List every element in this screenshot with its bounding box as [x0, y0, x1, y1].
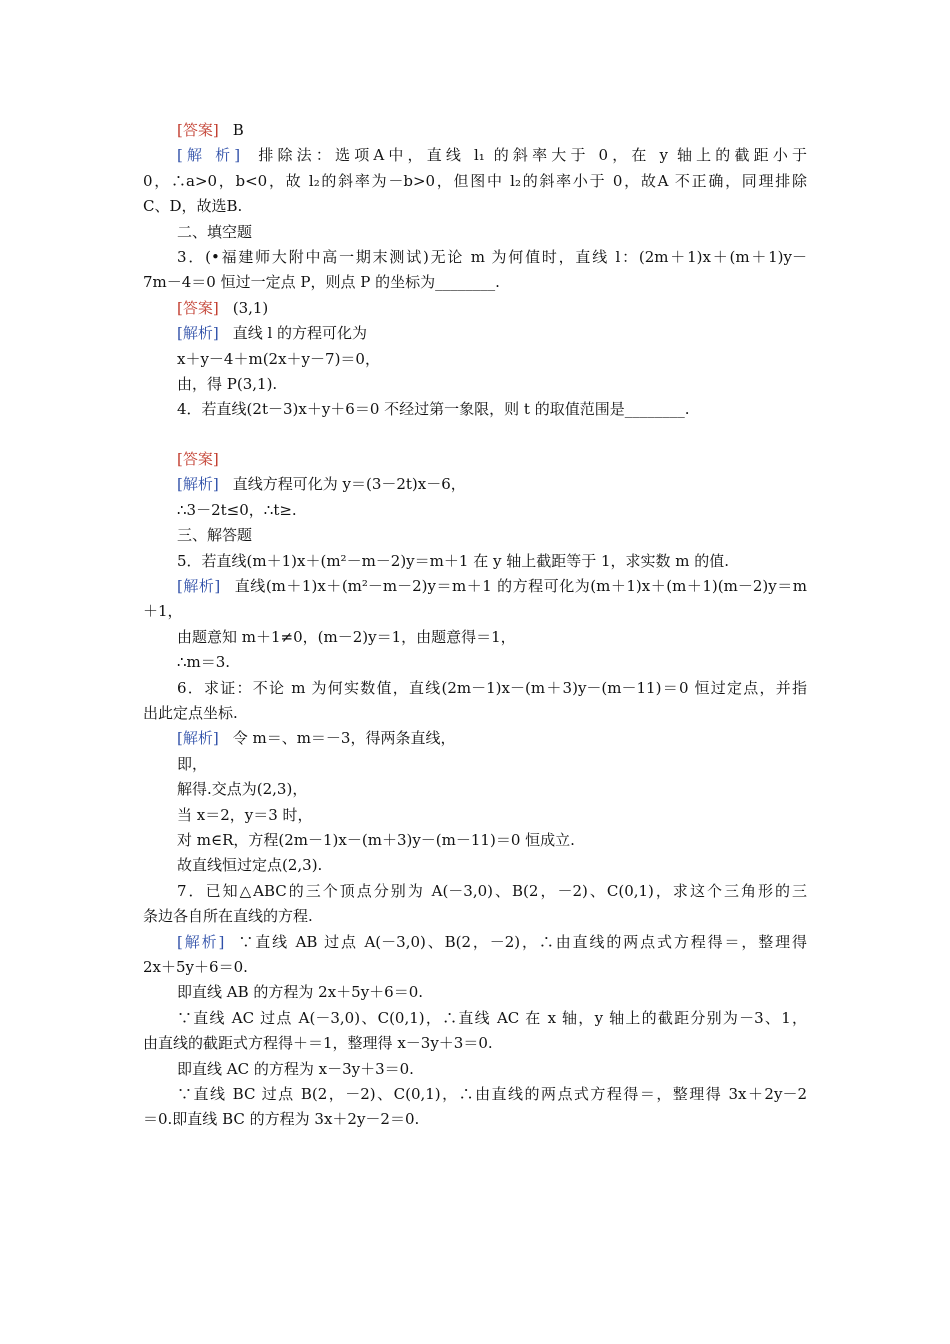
text-line — [143, 650, 807, 675]
text-line — [143, 726, 807, 751]
text-line — [143, 828, 807, 853]
analysis-tag: [解析] — [177, 324, 219, 343]
line-text: 排除法：选项A中，直线 l₁ 的斜率大于 0，在 y 轴上的截距小于 — [254, 146, 807, 165]
text-line — [143, 169, 807, 194]
line-text: B — [232, 121, 244, 139]
text-line — [143, 523, 807, 548]
line-text: 4．若直线(2t－3)x＋y＋6＝0 不经过第一象限，则 t 的取值范围是________. — [177, 400, 690, 419]
line-text: ＝0.即直线 BC 的方程为 3x＋2y－2＝0. — [143, 1110, 420, 1129]
text-line — [143, 498, 807, 523]
line-text: 5．若直线(m＋1)x＋(m²－m－2)y＝m＋1 在 y 轴上截距等于 1，求实数 m 的值. — [177, 551, 730, 570]
text-line — [143, 143, 807, 168]
line-text: 由题意知 m＋1≠0，(m－2)y＝1，由题意得＝1， — [177, 627, 516, 646]
line-text: ∴3－2t≤0，∴t≥. — [177, 500, 297, 519]
text-line — [143, 397, 807, 422]
line-text: 三、解答题 — [177, 526, 253, 545]
text-line — [143, 447, 807, 472]
text-line — [143, 777, 807, 802]
analysis-tag: [解析] — [177, 729, 219, 748]
line-text: 直线 l 的方程可化为 — [232, 324, 368, 343]
text-line — [143, 625, 807, 650]
line-text: 6．求证：不论 m 为何实数值，直线(2m－1)x－(m＋3)y－(m－11)＝0 恒过定点，并指 — [177, 678, 807, 697]
line-text: x＋y－4＋m(2x＋y－7)＝0， — [177, 349, 380, 368]
text-line — [143, 372, 807, 397]
line-text: 条边各自所在直线的方程. — [143, 907, 313, 926]
line-text: C、D，故选B. — [143, 197, 243, 216]
line-text: 7．已知△ABC的三个顶点分别为 A(－3,0)、B(2，－2)、C(0,1)，求这个三角形的三 — [177, 881, 807, 900]
text-line — [143, 1107, 807, 1132]
line-text: 由直线的截距式方程得＋＝1，整理得 x－3y＋3＝0. — [143, 1034, 493, 1053]
text-line — [143, 879, 807, 904]
text-line — [143, 1082, 807, 1107]
line-text: 对 m∈R，方程(2m－1)x－(m＋3)y－(m－11)＝0 恒成立. — [177, 830, 575, 849]
text-line — [143, 1031, 807, 1056]
line-text: 即直线 AC 的方程为 x－3y＋3＝0. — [177, 1059, 414, 1078]
text-line — [143, 904, 807, 929]
answer-tag: [答案] — [177, 121, 219, 139]
line-text: 故直线恒过定点(2,3). — [177, 856, 323, 875]
text-line — [143, 599, 807, 624]
text-line — [143, 118, 807, 143]
line-text: ∴m＝3. — [177, 653, 231, 672]
line-text: 由，得 P(3,1). — [177, 375, 278, 394]
line-text: 解得.交点为(2,3)， — [177, 780, 308, 799]
text-line — [143, 245, 807, 270]
analysis-tag: [解 析] — [177, 146, 241, 165]
line-text: 当 x＝2，y＝3 时， — [177, 805, 313, 824]
line-text: 出此定点坐标. — [143, 703, 238, 722]
text-line — [143, 472, 807, 497]
line-text: 即直线 AB 的方程为 2x＋5y＋6＝0. — [177, 983, 424, 1002]
analysis-tag: [解析] — [177, 475, 219, 494]
line-text: 2x＋5y＋6＝0. — [143, 958, 248, 976]
blank-line — [143, 423, 807, 447]
text-line — [143, 347, 807, 372]
text-line — [143, 980, 807, 1005]
text-line — [143, 296, 807, 321]
text-line — [143, 752, 807, 777]
text-line — [143, 220, 807, 245]
analysis-tag: [解析] — [177, 576, 221, 595]
text-line — [143, 1057, 807, 1082]
text-line — [143, 194, 807, 219]
answer-tag: [答案] — [177, 298, 219, 317]
analysis-tag: [解析] — [177, 932, 225, 951]
line-text: 二、填空题 — [177, 222, 253, 241]
text-line — [143, 676, 807, 701]
answer-tag: [答案] — [177, 449, 219, 468]
line-text: ∵直线 BC 过点 B(2，－2)、C(0,1)，∴由直线的两点式方程得＝，整理得 3x＋2y－2 — [177, 1085, 807, 1104]
text-line — [143, 701, 807, 726]
text-line — [143, 270, 807, 295]
text-line — [143, 321, 807, 346]
line-text: 直线方程可化为 y＝(3－2t)x－6， — [232, 475, 466, 494]
text-line — [143, 930, 807, 955]
line-text: ∵直线 AB 过点 A(－3,0)、B(2，－2)，∴由直线的两点式方程得＝，整理得 — [238, 932, 807, 951]
line-text: 直线(m＋1)x＋(m²－m－2)y＝m＋1 的方程可化为(m＋1)x＋(m＋1)(m－2)y＝m — [234, 576, 807, 595]
line-text: 0，∴a>0，b<0，故 l₂的斜率为－b>0，但图中 l₂的斜率小于 0，故A 不正确，同理排除 — [143, 171, 807, 190]
text-line — [143, 955, 807, 980]
text-line — [143, 853, 807, 878]
text-line — [143, 549, 807, 574]
line-text: 3．(•福建师大附中高一期末测试)无论 m 为何值时，直线 l：(2m＋1)x＋(m＋1)y－ — [177, 248, 807, 267]
line-text: 即， — [177, 754, 208, 773]
line-text: 7m－4＝0 恒过一定点 P，则点 P 的坐标为________. — [143, 273, 500, 292]
line-text: (3,1) — [232, 298, 269, 317]
text-line — [143, 574, 807, 599]
document-body — [143, 118, 807, 1133]
line-text: 令 m＝、m＝－3，得两条直线， — [232, 729, 456, 748]
line-text: ＋1， — [143, 602, 183, 621]
line-text: ∵直线 AC 过点 A(－3,0)、C(0,1)，∴直线 AC 在 x 轴，y 轴上的截距分别为－3、1， — [177, 1008, 807, 1027]
text-line — [143, 1006, 807, 1031]
text-line — [143, 803, 807, 828]
